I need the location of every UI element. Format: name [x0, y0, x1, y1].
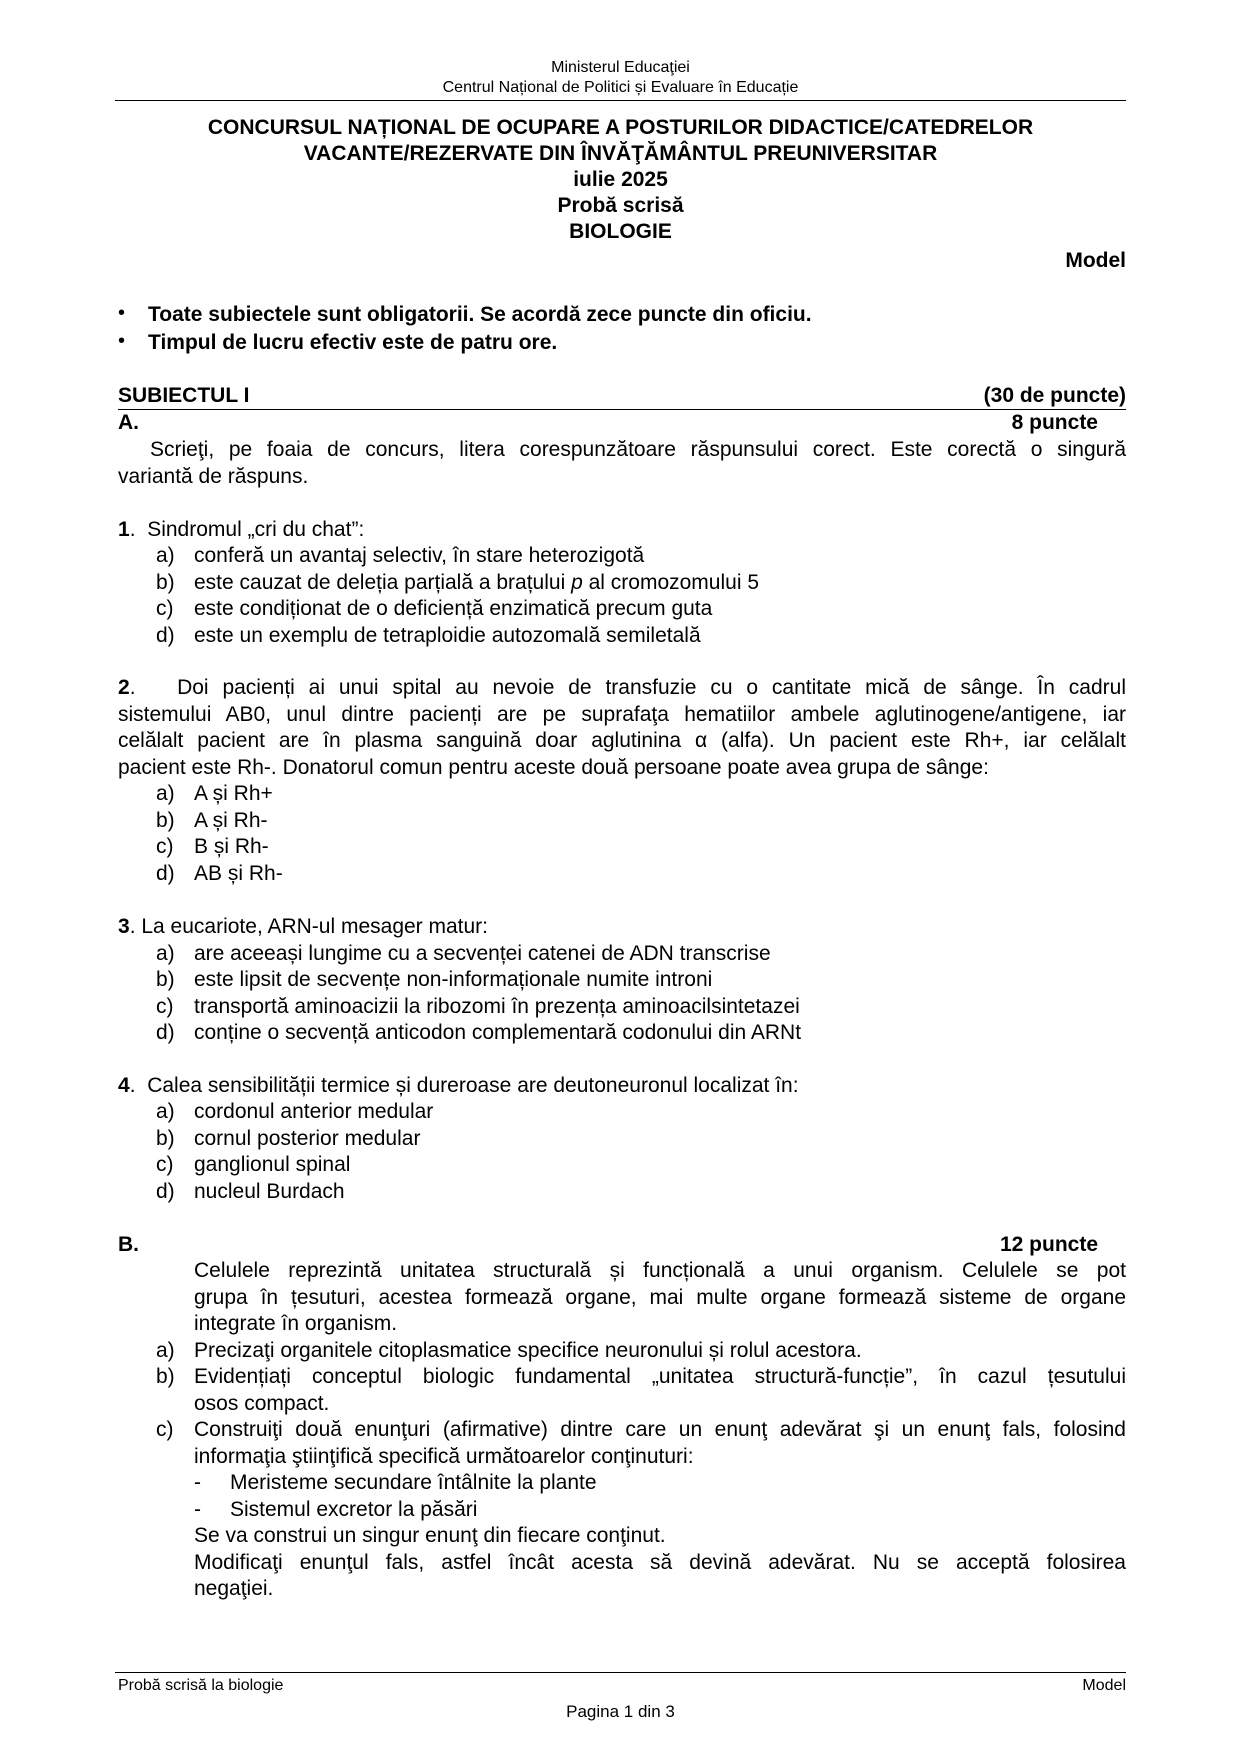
- option-letter: d): [156, 1021, 175, 1044]
- option-letter: b): [156, 1127, 175, 1150]
- task-letter: c): [156, 1418, 174, 1441]
- part-a-intro-line-1: Scrieţi, pe foaia de concurs, litera corespunzătoare răspunsului corect. Este corectă o singură: [150, 438, 1126, 461]
- option-text: are aceeași lungime cu a secvenței catenei de ADN transcrise: [194, 942, 771, 965]
- option-text: AB și Rh-: [194, 862, 283, 885]
- content-text: Sistemul excretor la păsări: [230, 1498, 478, 1521]
- header-divider: [115, 100, 1126, 101]
- part-b-intro-line: Celulele reprezintă unitatea structurală și funcțională a unui organism. Celulele se pot: [194, 1259, 1126, 1282]
- question-stem-line: sistemului AB0, unul dintre pacienți are pe suprafaţa hematiilor ambele aglutinogene/antigene, iar: [118, 703, 1126, 726]
- option-letter: a): [156, 1100, 175, 1123]
- option-text: [194, 570, 759, 597]
- footer-divider: [115, 1672, 1126, 1673]
- option-text: conține o secvență anticodon complementară codonului din ARNt: [194, 1021, 802, 1044]
- question-text: Doi pacienți ai unui spital au nevoie de transfuzie cu o cantitate mică de sânge. În cadrul: [177, 676, 1126, 699]
- option-letter: d): [156, 862, 175, 885]
- subject-1-points: (30 de puncte): [983, 384, 1126, 407]
- ministry-name: Ministerul Educaţiei: [551, 59, 690, 76]
- question-text: Calea sensibilității termice și dureroase are deutoneuronul localizat în:: [147, 1074, 799, 1097]
- part-b-intro-line: grupa în țesuturi, acestea formează organe, mai multe organe formează sisteme de organe: [194, 1286, 1126, 1309]
- content-text: Meristeme secundare întâlnite la plante: [230, 1471, 597, 1494]
- option-letter: b): [156, 968, 175, 991]
- bullet-icon: •: [118, 302, 126, 324]
- page-number: Pagina 1 din 3: [566, 1702, 675, 1721]
- bullet-icon: •: [118, 330, 126, 352]
- question-number: 4: [118, 1074, 130, 1097]
- subject-1-label: SUBIECTUL I: [118, 384, 250, 407]
- task-text-continued: osos compact.: [194, 1392, 330, 1415]
- question-stem-line: 2. Doi pacienți ai unui spital au nevoie de transfuzie cu o cantitate mică de sânge. În cadrul: [118, 676, 1126, 699]
- footer-left: Probă scrisă la biologie: [118, 1677, 284, 1694]
- dash-marker: -: [194, 1471, 201, 1494]
- option-text: conferă un avantaj selectiv, în stare heterozigotă: [194, 544, 645, 567]
- question-number: 2: [118, 676, 130, 699]
- part-a-label: A.: [118, 411, 139, 434]
- task-letter: b): [156, 1365, 175, 1388]
- variant-label: Model: [1065, 249, 1126, 272]
- title-line-1: CONCURSUL NAȚIONAL DE OCUPARE A POSTURILOR DIDACTICE/CATEDRELOR: [207, 116, 1034, 139]
- title-subject: BIOLOGIE: [569, 220, 672, 243]
- title-date: iulie 2025: [573, 168, 668, 191]
- option-text: nucleul Burdach: [194, 1180, 345, 1203]
- question-number: 1: [118, 518, 130, 541]
- option-letter: a): [156, 544, 175, 567]
- option-text-part: al cromozomului 5: [582, 571, 759, 594]
- option-letter: a): [156, 942, 175, 965]
- task-text: Precizaţi organitele citoplasmatice specifice neuronului și rolul acestora.: [194, 1339, 862, 1362]
- option-text: este lipsit de secvențe non-informaționale numite introni: [194, 968, 713, 991]
- footer-right: Model: [1082, 1677, 1126, 1694]
- option-text: A și Rh-: [194, 809, 268, 832]
- option-text: este condiționat de o deficiență enzimatică precum guta: [194, 597, 713, 620]
- question-stem: 3. La eucariote, ARN-ul mesager matur:: [118, 915, 489, 938]
- option-text: cordonul anterior medular: [194, 1100, 434, 1123]
- task-text: Evidențiați conceptul biologic fundamental „unitatea structură-funcție”, în cazul țesutului: [194, 1365, 1126, 1388]
- note-modify-line: negaţiei.: [194, 1577, 274, 1600]
- subject-1-heading: [118, 383, 1126, 410]
- question-text: La eucariote, ARN-ul mesager matur:: [141, 915, 489, 938]
- option-letter: c): [156, 1153, 174, 1176]
- question-stem-line: celălalt pacient are în plasma sanguină doar aglutinina α (alfa). Un pacient este Rh+, iar celălalt: [118, 729, 1126, 752]
- option-letter: c): [156, 835, 174, 858]
- question-stem-line: pacient este Rh-. Donatorul comun pentru aceste două persoane poate avea grupa de sânge:: [118, 756, 989, 779]
- task-text-continued: informaţia ştiinţifică specifică următoarelor conţinuturi:: [194, 1445, 694, 1468]
- option-letter: d): [156, 624, 175, 647]
- note-single-statement: Se va construi un singur enunţ din fiecare conţinut.: [194, 1524, 666, 1547]
- center-name: Centrul Național de Politici și Evaluare în Educație: [442, 79, 799, 96]
- option-letter: d): [156, 1180, 175, 1203]
- part-b-intro-line: integrate în organism.: [194, 1312, 398, 1335]
- option-text: cornul posterior medular: [194, 1127, 421, 1150]
- task-text: Construiţi două enunţuri (afirmative) dintre care un enunţ adevărat şi un enunţ fals, folosind: [194, 1418, 1126, 1441]
- option-letter: a): [156, 782, 175, 805]
- part-b-points: 12 puncte: [999, 1233, 1098, 1256]
- option-letter: c): [156, 995, 174, 1018]
- option-letter: b): [156, 809, 175, 832]
- option-text: ganglionul spinal: [194, 1153, 351, 1176]
- instruction-item: Toate subiectele sunt obligatorii. Se acordă zece puncte din oficiu.: [148, 303, 812, 326]
- question-stem: 4. Calea sensibilității termice și dureroase are deutoneuronul localizat în:: [118, 1074, 799, 1097]
- dash-marker: -: [194, 1498, 201, 1521]
- part-b-label: B.: [118, 1233, 139, 1256]
- option-text: transportă aminoacizii la ribozomi în prezența aminoacilsintetazei: [194, 995, 800, 1018]
- option-letter: c): [156, 597, 174, 620]
- part-a-points: 8 puncte: [1011, 411, 1098, 434]
- option-text: este un exemplu de tetraploidie autozomală semiletală: [194, 624, 701, 647]
- option-text-part: este cauzat de deleția parțială a brațului: [194, 571, 572, 594]
- title-exam: Probă scrisă: [557, 194, 684, 217]
- option-text: A și Rh+: [194, 782, 273, 805]
- title-line-2: VACANTE/REZERVATE DIN ÎNVĂŢĂMÂNTUL PREUNIVERSITAR: [303, 142, 938, 165]
- option-letter: b): [156, 571, 175, 594]
- option-text-italic: p: [571, 571, 583, 594]
- question-stem: 1. Sindromul „cri du chat”:: [118, 518, 365, 541]
- part-a-intro-line-2: variantă de răspuns.: [118, 465, 309, 488]
- question-text: Sindromul „cri du chat”:: [147, 518, 365, 541]
- option-text: B și Rh-: [194, 835, 269, 858]
- task-letter: a): [156, 1339, 175, 1362]
- instruction-item: Timpul de lucru efectiv este de patru ore.: [148, 331, 558, 354]
- note-modify-line: Modificaţi enunţul fals, astfel încât acesta să devină adevărat. Nu se acceptă folosirea: [194, 1551, 1126, 1574]
- question-number: 3: [118, 915, 130, 938]
